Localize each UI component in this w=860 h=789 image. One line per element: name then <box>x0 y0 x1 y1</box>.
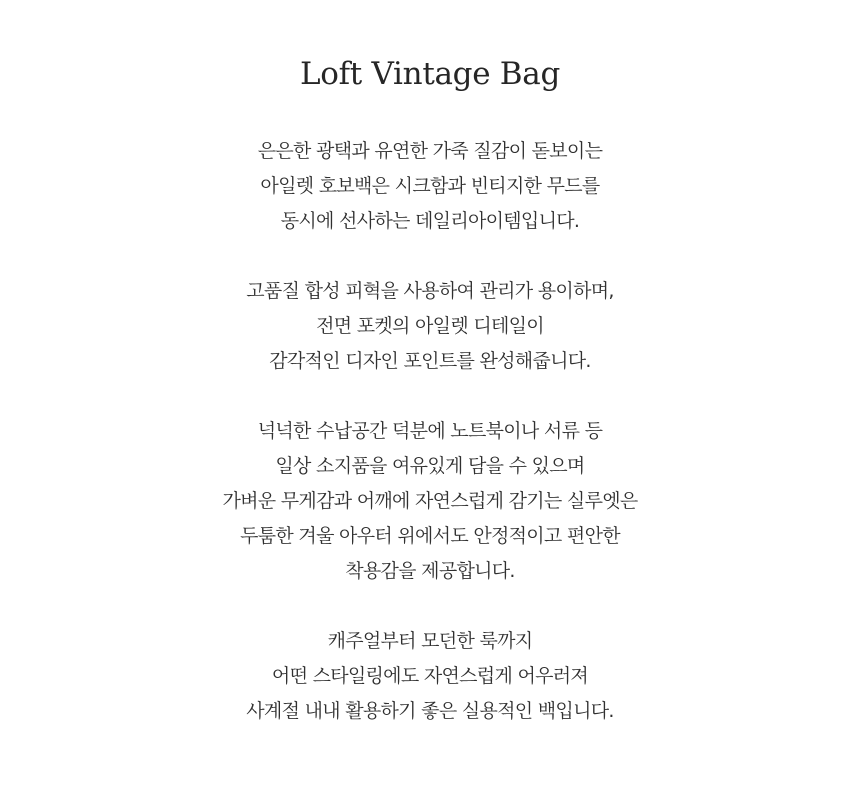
description-line: 사계절 내내 활용하기 좋은 실용적인 백입니다. <box>246 700 614 722</box>
product-title: Loft Vintage Bag <box>299 56 561 92</box>
description-line: 전면 포켓의 아일렛 디테일이 <box>316 315 544 337</box>
description-line: 착용감을 제공합니다. <box>345 560 515 582</box>
description-line: 두툼한 겨울 아우터 위에서도 안정적이고 편안한 <box>240 525 620 547</box>
description-line: 은은한 광택과 유연한 가죽 질감이 돋보이는 <box>257 140 603 162</box>
description-paragraph-3 <box>0 414 860 589</box>
description-paragraph-2 <box>0 274 860 379</box>
description-line: 감각적인 디자인 포인트를 완성해줍니다. <box>269 350 591 372</box>
description-line: 어떤 스타일링에도 자연스럽게 어우러져 <box>271 665 589 687</box>
description-line: 아일렛 호보백은 시크함과 빈티지한 무드를 <box>260 175 600 197</box>
description-line: 캐주얼부터 모던한 룩까지 <box>327 630 533 652</box>
description-line: 일상 소지품을 여유있게 담을 수 있으며 <box>275 455 585 477</box>
description-paragraph-1 <box>0 134 860 239</box>
description-line: 넉넉한 수납공간 덕분에 노트북이나 서류 등 <box>257 420 603 442</box>
description-paragraph-4 <box>0 624 860 729</box>
description-line: 동시에 선사하는 데일리아이템입니다. <box>280 210 580 232</box>
description-line: 가벼운 무게감과 어깨에 자연스럽게 감기는 실루엣은 <box>222 490 638 512</box>
description-line: 고품질 합성 피혁을 사용하여 관리가 용이하며, <box>246 280 614 302</box>
